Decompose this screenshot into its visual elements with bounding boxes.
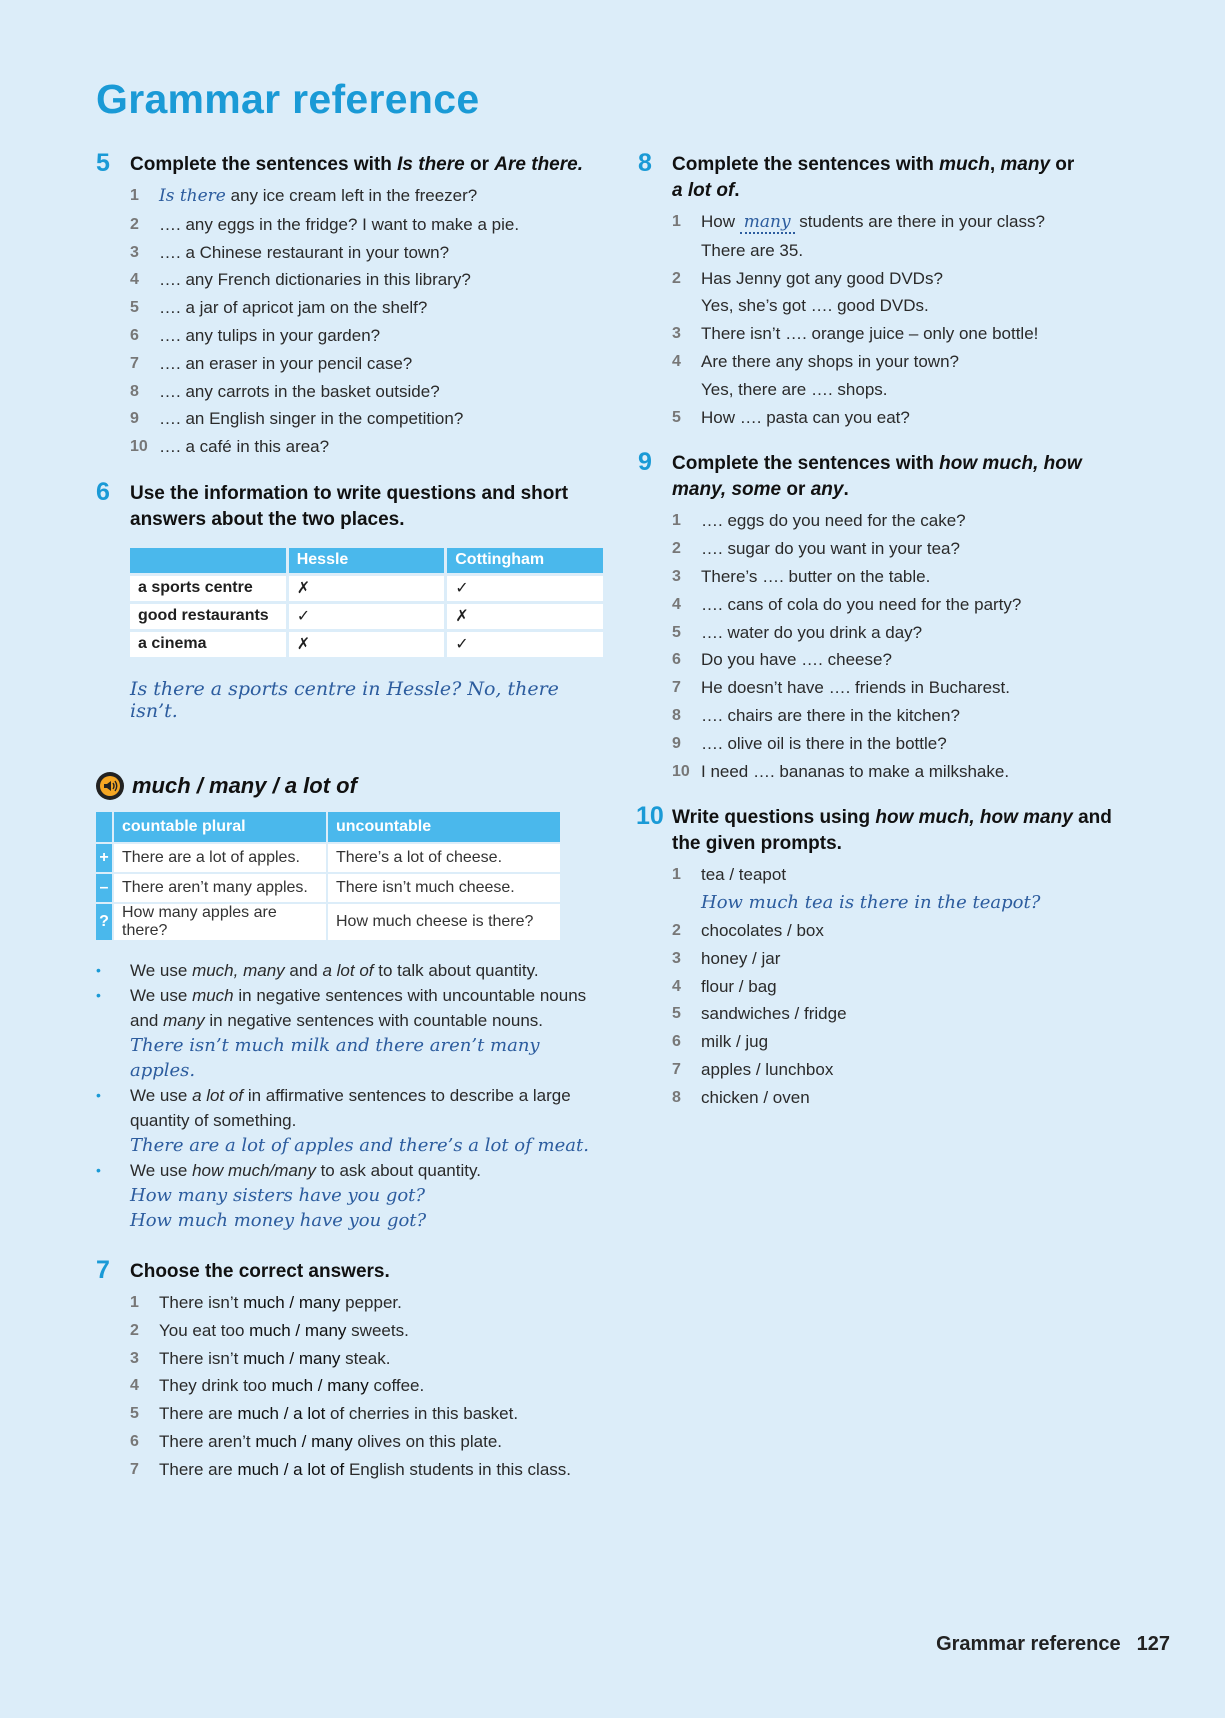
list-item: 6 Do you have …. cheese? xyxy=(672,650,892,670)
list-item: • We use much, many and a lot of to talk about quantity. xyxy=(130,958,606,983)
left-column xyxy=(96,149,606,1484)
list-item: 8 …. any carrots in the basket outside? xyxy=(130,381,440,401)
exercise-10 xyxy=(636,802,1138,1111)
places-table xyxy=(127,545,606,660)
table-row: a sports centre ✗ ✓ xyxy=(130,576,603,601)
list-item: 3 There isn’t much / many steak. xyxy=(130,1348,391,1368)
exercise-7 xyxy=(96,1255,606,1484)
exercise-number: 10 xyxy=(636,802,664,831)
list-item: 5 …. a jar of apricot jam on the shelf? xyxy=(130,298,428,318)
list-item: 2 Has Jenny got any good DVDs? Yes, she’s got …. good DVDs. xyxy=(672,268,943,316)
list-item: 9 …. an English singer in the competition? xyxy=(130,409,464,429)
list-item: 4 They drink too much / many coffee. xyxy=(130,1376,425,1396)
list-item: 4 Are there any shops in your town? Yes, there are …. shops. xyxy=(672,351,959,399)
list-item: 6 milk / jug xyxy=(672,1032,769,1052)
list-item: 3 There isn’t …. orange juice – only one bottle! xyxy=(672,324,1039,344)
list-item: 7 There are much / a lot of English students in this class. xyxy=(130,1459,571,1479)
list-item: 10 I need …. bananas to make a milkshake. xyxy=(672,761,1010,781)
list-item: 10 …. a café in this area? xyxy=(130,437,330,457)
answer-example: many xyxy=(740,212,795,234)
exercise-items xyxy=(96,182,606,461)
table-row: good restaurants ✓ ✗ xyxy=(130,604,603,629)
list-item: 6 …. any tulips in your garden? xyxy=(130,325,381,345)
list-item: 3 There’s …. butter on the table. xyxy=(672,566,931,586)
table-header: Cottingham xyxy=(447,548,603,573)
answer-example: Is there xyxy=(159,186,226,206)
list-item: 2 You eat too much / many sweets. xyxy=(130,1320,409,1340)
exercise-title: Complete the sentences with Is there or Are there. xyxy=(130,154,583,175)
exercise-5 xyxy=(96,149,606,461)
exercise-9 xyxy=(638,448,1138,785)
reference-table xyxy=(94,810,562,942)
grammar-notes xyxy=(96,958,606,1233)
list-item: 1 …. eggs do you need for the cake? xyxy=(672,511,966,531)
list-item: 1 There isn’t much / many pepper. xyxy=(130,1292,402,1312)
exercise-6 xyxy=(96,477,606,722)
list-item: • We use much in negative sentences with uncountable nouns and many in negative sentences with countable nouns. There isn’t much milk and there aren’t many apples. xyxy=(130,983,606,1083)
table-header: countable plural xyxy=(114,812,326,842)
table-row: + There are a lot of apples. There’s a lot of cheese. xyxy=(96,844,560,872)
table-header: uncountable xyxy=(328,812,560,842)
table-row: – There aren’t many apples. There isn’t much cheese. xyxy=(96,874,560,902)
list-item: 5 There are much / a lot of cherries in this basket. xyxy=(130,1404,519,1424)
exercise-title: Use the information to write questions and short answers about the two places. xyxy=(130,482,569,530)
example-sentence: There are a lot of apples and there’s a lot of meat. xyxy=(130,1134,589,1156)
exercise-items xyxy=(638,507,1138,785)
list-item: 2 …. sugar do you want in your tea? xyxy=(672,539,960,559)
list-item: 2 chocolates / box xyxy=(672,920,824,940)
table-header xyxy=(130,548,286,573)
exercise-8 xyxy=(638,149,1138,431)
exercise-items xyxy=(96,1289,606,1484)
exercise-items xyxy=(638,208,1138,431)
list-item: 5 How …. pasta can you eat? xyxy=(672,407,910,427)
page-number: 127 xyxy=(1136,1633,1170,1655)
list-item: 7 …. an eraser in your pencil case? xyxy=(130,353,413,373)
footer-label: Grammar reference xyxy=(936,1633,1121,1655)
list-item: 8 …. chairs are there in the kitchen? xyxy=(672,705,960,725)
example-sentence: How much money have you got? xyxy=(130,1209,427,1231)
list-item: 9 …. olive oil is there in the bottle? xyxy=(672,733,947,753)
list-item: 4 …. any French dictionaries in this library? xyxy=(130,270,471,290)
list-item: 2 …. any eggs in the fridge? I want to make a pie. xyxy=(130,214,520,234)
list-item: 1 Is there any ice cream left in the freezer? xyxy=(130,186,478,206)
exercise-items xyxy=(638,861,1138,1111)
list-item: 3 …. a Chinese restaurant in your town? xyxy=(130,242,450,262)
example-sentence: There isn’t much milk and there aren’t many apples. xyxy=(130,1034,540,1081)
list-item: • We use a lot of in affirmative sentences to describe a large quantity of something. There are a lot of apples and there’s a lot of meat. xyxy=(130,1083,606,1158)
table-row: ? How many apples are there? How much cheese is there? xyxy=(96,904,560,940)
reference-heading: much / many / a lot of xyxy=(96,772,606,800)
exercise-title: Complete the sentences with how much, how many, some or any. xyxy=(672,453,1082,501)
answer-example: Is there a sports centre in Hessle? No, there isn’t. xyxy=(130,677,559,722)
list-item: 4 …. cans of cola do you need for the party? xyxy=(672,594,1022,614)
page-title: Grammar reference xyxy=(96,76,480,122)
list-item: • We use how much/many to ask about quantity. How many sisters have you got? How much money have you got? xyxy=(130,1158,606,1233)
speaker-icon[interactable] xyxy=(96,772,124,800)
list-item: 5 sandwiches / fridge xyxy=(672,1004,847,1024)
list-item: 7 apples / lunchbox xyxy=(672,1059,834,1079)
exercise-number: 9 xyxy=(638,448,652,477)
list-item: 7 He doesn’t have …. friends in Bucharest. xyxy=(672,678,1010,698)
exercise-title: Write questions using how much, how many and the given prompts. xyxy=(672,807,1112,855)
answer-example: How much tea is there in the teapot? xyxy=(701,892,1041,914)
exercise-number: 7 xyxy=(96,1255,110,1284)
right-column xyxy=(636,149,1138,1112)
exercise-number: 8 xyxy=(638,149,652,177)
exercise-number: 5 xyxy=(96,149,110,177)
table-row: a cinema ✗ ✓ xyxy=(130,632,603,657)
table-header: Hessle xyxy=(289,548,445,573)
list-item: 8 chicken / oven xyxy=(672,1087,810,1107)
list-item: 3 honey / jar xyxy=(672,948,781,968)
list-item: 6 There aren’t much / many olives on this plate. xyxy=(130,1431,503,1451)
list-item: 5 …. water do you drink a day? xyxy=(672,622,923,642)
example-sentence: How many sisters have you got? xyxy=(130,1184,426,1206)
list-item: 1 How many students are there in your class? There are 35. xyxy=(672,212,1045,260)
page-footer xyxy=(936,1633,1170,1656)
list-item: 4 flour / bag xyxy=(672,976,777,996)
list-item: 1 tea / teapot How much tea is there in the teapot? xyxy=(672,861,1138,917)
exercise-title: Complete the sentences with much, many or a lot of. xyxy=(672,154,1075,201)
exercise-title: Choose the correct answers. xyxy=(130,1260,390,1282)
exercise-number: 6 xyxy=(96,477,110,506)
